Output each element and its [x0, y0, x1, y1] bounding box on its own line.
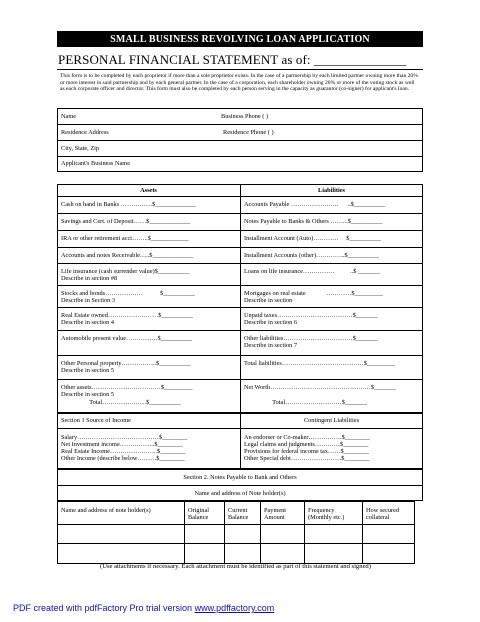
asset-item[interactable]: [61, 360, 191, 375]
footer-text: PDF created with pdfFactory Pro trial version: [13, 603, 195, 613]
name-field[interactable]: Name: [61, 113, 77, 120]
column-header-secured: How secured collateral: [366, 507, 400, 522]
asset-line: Describe in section 5: [61, 391, 114, 399]
asset-item[interactable]: [61, 290, 195, 305]
liability-item[interactable]: [244, 335, 378, 350]
asset-line: Life insurance (cash surrender value)$__________: [61, 268, 190, 275]
section2-title: Section 2. Notes Payable to Bank and Others: [183, 474, 297, 481]
residence-address-field[interactable]: Residence Address: [61, 129, 109, 136]
asset-line: Automobile present value……………$__________: [61, 335, 193, 342]
column-header-payment: Payment Amount: [264, 507, 287, 522]
liability-line: Describe in section 7: [244, 342, 297, 350]
liability-line: Other liabilities……………………………$_______: [244, 335, 378, 342]
income-line[interactable]: Other Income (describe below………$________: [61, 455, 185, 462]
assets-header: Assets: [140, 187, 157, 194]
liability-line: Notes Payable to Banks & Others ……...$__________: [244, 218, 383, 225]
liability-item[interactable]: [244, 268, 380, 275]
asset-line: IRA or other retirement acct……..$____________: [61, 235, 189, 242]
attachments-note: (Use attachments if necessary. Each attachment must be identified as part of this statement and signed): [100, 563, 371, 570]
asset-item[interactable]: [61, 235, 189, 242]
column-header-current: Current Balance: [228, 507, 249, 522]
asset-line: Describe in Section 3: [61, 297, 116, 305]
liability-line: Net Worth…………………………………………$_______: [244, 384, 397, 391]
liability-line: [244, 391, 396, 398]
divider: [57, 196, 423, 197]
divider: [57, 263, 423, 264]
divider: [57, 485, 423, 486]
liability-line: Mortgages on real estate …………$_________: [244, 290, 383, 297]
income-line[interactable]: Salary…………………………………$________: [61, 434, 188, 441]
instructions-text: This form is to be completed by each proprietor if more than a sole proprietor exists. In the case of a partnership by each limited partner owning more than 20% or more interest in said partnership and by each general partner. In the case of a corporation, each shareholder owning 20% or more of the voting stock as well as each corporate officer and director. This form must also be completed by each person serving in the capacity as guarantor (co-signer) for applicant's loan.: [60, 73, 418, 93]
asset-line: Total…………………$__________: [61, 398, 181, 406]
liability-item[interactable]: [244, 312, 378, 327]
asset-item[interactable]: [61, 252, 193, 259]
statement-heading: PERSONAL FINANCIAL STATEMENT as of: ______________: [58, 52, 407, 67]
business-phone-field[interactable]: Business Phone ( ): [221, 113, 269, 120]
asset-item[interactable]: [61, 335, 192, 342]
column-header-frequency: Frequency (Monthly etc.): [308, 507, 345, 522]
divider: [57, 140, 423, 141]
liability-line: Total………………………$_______: [244, 398, 367, 406]
liability-line: Unpaid taxes………………………………$_______: [244, 312, 378, 319]
form-title: SMALL BUSINESS REVOLVING LOAN APPLICATION: [57, 31, 423, 47]
asset-item[interactable]: [61, 218, 190, 225]
source-of-income-header: Section 1 Source of Income: [61, 417, 131, 424]
business-name-field[interactable]: Applicant's Business Name: [61, 160, 130, 167]
asset-line: Describe in section 5: [61, 367, 114, 375]
column-header-original: Original Balance: [188, 507, 209, 522]
liability-line: Installment Account (Auto)………… $__________: [244, 235, 381, 242]
income-line[interactable]: Net Investment income……………..$________: [61, 441, 183, 448]
divider: [260, 501, 261, 564]
divider: [57, 213, 423, 214]
asset-line: Describe in section 4: [61, 319, 114, 327]
divider: [57, 285, 423, 286]
asset-item[interactable]: [61, 312, 193, 327]
liability-line: Describe in section 6: [244, 319, 297, 327]
asset-item[interactable]: [61, 201, 196, 208]
liability-line: Accounts Payable ………………….. ..$__________: [244, 201, 386, 208]
liability-item[interactable]: [244, 360, 395, 367]
divider: [57, 69, 423, 70]
divider: [57, 355, 423, 356]
footer-link[interactable]: www.pdffactory.com: [194, 603, 275, 613]
divider: [362, 501, 363, 564]
liability-line: Total liabilities…………………………………$_________: [244, 360, 396, 367]
city-state-zip-field[interactable]: City, State, Zip: [61, 145, 100, 152]
residence-phone-field[interactable]: Residence Phone ( ): [223, 129, 274, 136]
asset-line: Accounts and notes Receivable…..$_____________: [61, 252, 194, 259]
contingent-line[interactable]: Provisions for federal income tax……$________: [244, 448, 369, 455]
asset-item[interactable]: [61, 384, 192, 406]
divider: [184, 501, 185, 564]
divider: [57, 230, 423, 231]
liabilities-header: Liabilities: [318, 187, 345, 194]
divider: [57, 543, 415, 544]
liability-item[interactable]: [244, 384, 396, 406]
contingent-liabilities-header: Contingent Liabilities: [303, 417, 360, 424]
liability-item[interactable]: [244, 201, 385, 208]
liability-item[interactable]: [244, 290, 383, 305]
liability-item[interactable]: [244, 218, 382, 225]
divider: [57, 156, 423, 157]
divider: [57, 428, 423, 429]
divider: [57, 524, 415, 525]
asset-line: Real Estate owned……………………$__________: [61, 312, 193, 319]
contingent-line[interactable]: Other Special debt……………………$________: [244, 455, 370, 462]
asset-item[interactable]: [61, 268, 189, 283]
liability-line: Installment Accounts (other)…………..$__________: [244, 252, 380, 259]
income-line[interactable]: Real Estate Income…………………..$________: [61, 448, 186, 455]
divider: [224, 501, 225, 564]
asset-line: Describe in section #8: [61, 275, 118, 283]
pdf-footer: [13, 603, 274, 613]
contingent-line[interactable]: An endorser or Co-maker…………….$________: [244, 434, 370, 441]
divider: [57, 124, 423, 125]
asset-line: Other assets……………………………$_________: [61, 384, 193, 391]
column-header-name: Name and address of note holder(s): [61, 507, 151, 514]
section2-subtitle: Name and address of Note holder(s): [194, 490, 286, 497]
liability-line: Describe in section: [244, 297, 293, 305]
asset-line: Stocks and bonds……………… $__________: [61, 290, 195, 297]
asset-line: Savings and Cert. of Deposit……$_____________: [61, 218, 191, 225]
divider: [57, 247, 423, 248]
asset-line: Other Personal property……………..$__________: [61, 360, 191, 367]
divider: [304, 501, 305, 564]
divider: [57, 307, 423, 308]
liability-item[interactable]: [244, 252, 379, 259]
asset-line: Cash on hand in Banks ……………$_____________: [61, 201, 197, 208]
divider: [57, 330, 423, 331]
liability-item[interactable]: [244, 235, 381, 242]
contingent-line[interactable]: Legal claims and judgments…………$________: [244, 441, 369, 448]
liability-line: Loans on life insurance…………… ..$ _______: [244, 268, 381, 275]
divider: [57, 379, 423, 380]
